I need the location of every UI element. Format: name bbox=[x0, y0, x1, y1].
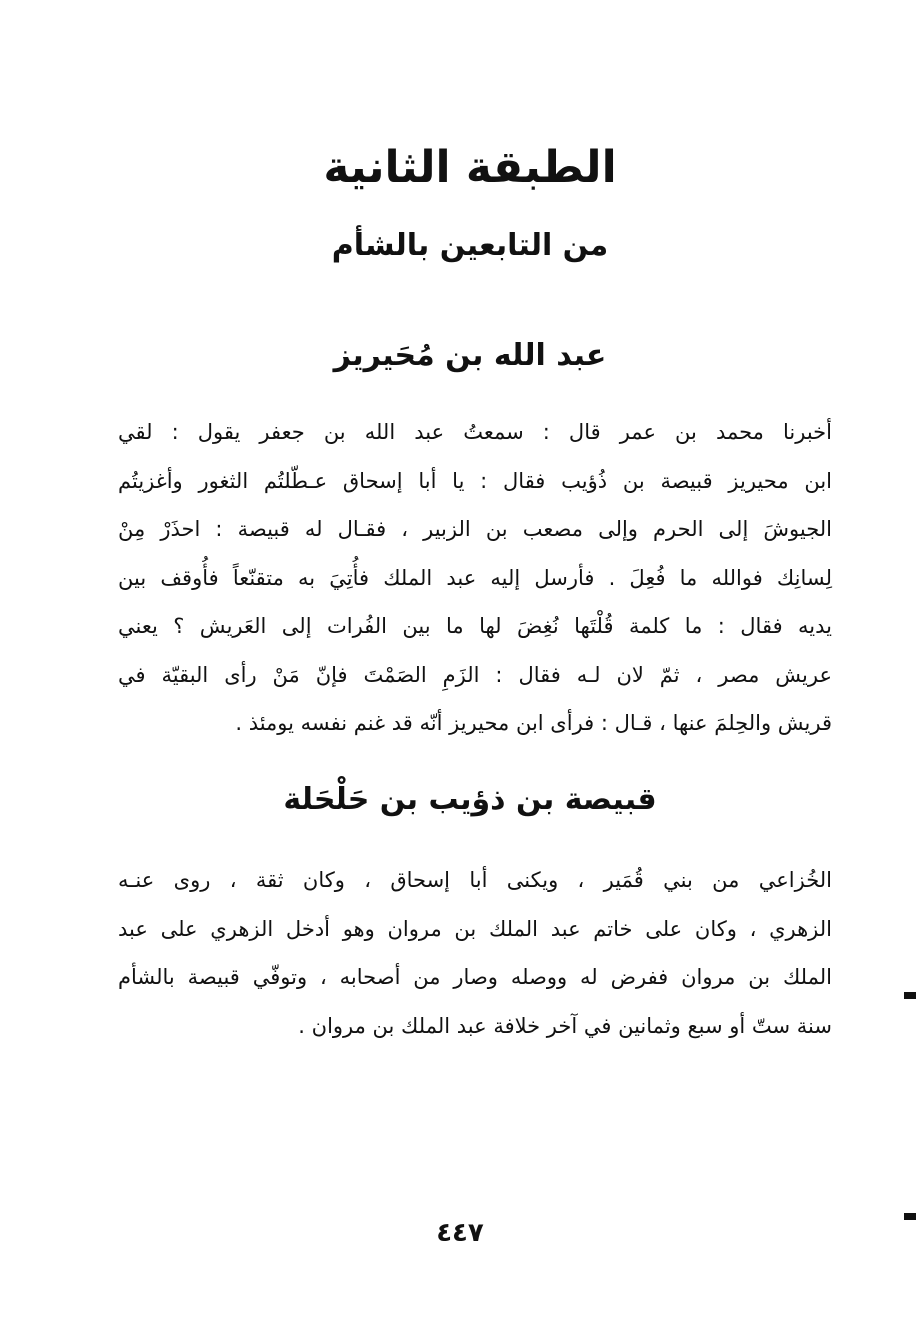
scan-edge-mark bbox=[904, 1213, 916, 1220]
paragraph-line: الجيوشَ إلى الحرم وإلى مصعب بن الزبير ، فقـال له قبيصة : احذَرْ مِنْ bbox=[118, 517, 832, 541]
paragraph-line: سنة ستّ أو سبع وثمانين في آخر خلافة عبد الملك بن مروان . bbox=[298, 1013, 832, 1038]
paragraph-line: قريش والحِلمَ عنها ، قـال : فرأى ابن محيريز أنّه قد غنم نفسه يومئذ . bbox=[235, 711, 832, 735]
entry-paragraph-qabisa bbox=[118, 856, 832, 1050]
paragraph-line: أخبرنا محمد بن عمر قال : سمعتُ عبد الله بن جعفر يقول : لقي bbox=[118, 420, 832, 444]
paragraph-line: الخُزاعي من بني قُمَير ، ويكنى أبا إسحاق ، وكان ثقة ، روى عنـه bbox=[118, 868, 832, 892]
paragraph-line: الملك بن مروان ففرض له ووصله وصار من أصحابه ، وتوفّي قبيصة بالشأم bbox=[118, 965, 832, 989]
generation-title: الطبقة الثانية bbox=[323, 142, 617, 193]
entry-heading-ibn-muhayriz: عبد الله بن مُحَيريز bbox=[333, 338, 607, 373]
entry-paragraph-ibn-muhayriz bbox=[118, 408, 832, 748]
paragraph-line: يديه فقال : ما كلمة قُلْتَها نُغِضَ لها ما بين الفُرات إلى العَريش ؟ يعني bbox=[118, 614, 832, 638]
entry-heading-qabisa: قبيصة بن ذؤيب بن حَلْحَلة bbox=[283, 782, 657, 817]
generation-subtitle: من التابعين بالشأم bbox=[331, 228, 609, 263]
paragraph-line: ابن محيريز قبيصة بن ذُؤيب فقال : يا أبا إسحاق عـطّلتُم الثغور وأغزيتُم bbox=[118, 468, 832, 493]
scan-edge-mark bbox=[904, 992, 916, 999]
paragraph-line: لِسانِك فوالله ما فُعِلَ . فأرسل إليه عبد الملك فأُتِيَ به متقنّعاً فأُوقف بين bbox=[118, 565, 832, 590]
page-number: ٤٤٧ bbox=[436, 1218, 484, 1248]
paragraph-line: الزهري ، وكان على خاتم عبد الملك بن مروان وهو أدخل الزهري على عبد bbox=[118, 916, 832, 941]
paragraph-line: عريش مصر ، ثمّ لان لـه فقال : الزَمِ الصَمْتَ فإنّ مَنْ رأى البقيّة في bbox=[118, 662, 832, 687]
